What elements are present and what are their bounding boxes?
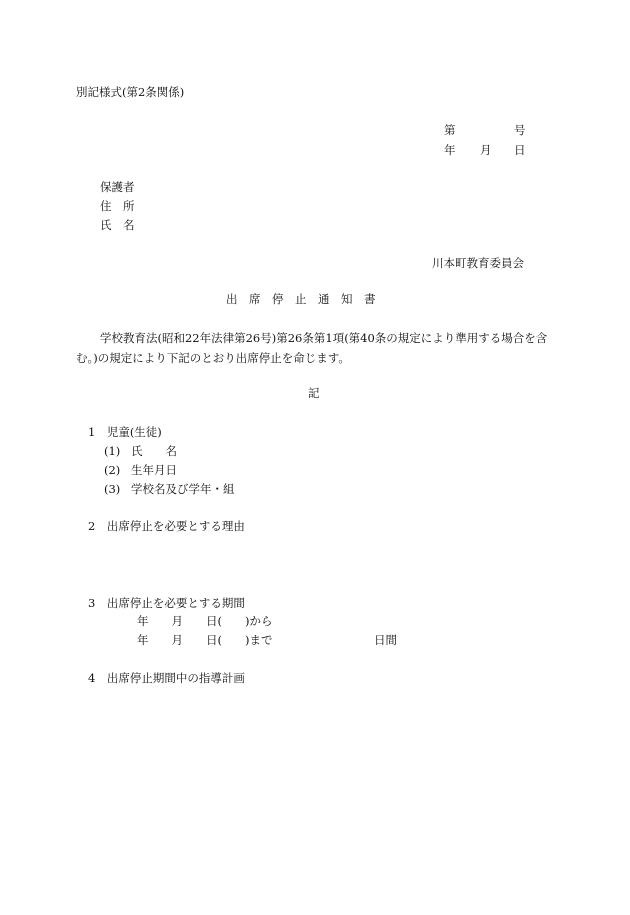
period-days: 日間 (374, 633, 397, 647)
guardian-label: 保護者 (100, 180, 135, 194)
name-label: 氏 名 (100, 218, 135, 232)
issuer: 川本町教育委員会 (432, 256, 524, 270)
item-3-num: (3) (104, 482, 121, 496)
section-1-heading: 1 児童(生徒) (88, 425, 162, 439)
number-suffix: 号 (514, 123, 526, 137)
item-1-text: 氏 名 (131, 444, 177, 458)
section-2-heading: 2 出席停止を必要とする理由 (88, 519, 245, 533)
section-4-heading: 4 出席停止期間中の指導計画 (88, 671, 245, 685)
section-3-heading: 3 出席停止を必要とする期間 (88, 596, 245, 610)
form-label: 別記様式(第2条関係) (76, 85, 185, 99)
item-3-text: 学校名及び学年・組 (131, 482, 235, 496)
period-start: 年 月 日( )から (137, 614, 273, 628)
address-label: 住 所 (100, 199, 135, 213)
item-2-text: 生年月日 (131, 463, 177, 477)
item-2-num: (2) (104, 463, 121, 477)
document-title: 出 席 停 止 通 知 書 (226, 292, 376, 306)
date-month: 月 (480, 143, 492, 157)
period-end: 年 月 日( )まで (137, 633, 273, 647)
date-day: 日 (514, 143, 526, 157)
item-1-num: (1) (104, 444, 121, 458)
number-prefix: 第 (444, 123, 456, 137)
body-text: 学校教育法(昭和22年法律第26号)第26条第1項(第40条の規定により準用する場合を含む。)の規定により下記のとおり出席停止を命じます。 (76, 331, 548, 365)
ki-heading: 記 (308, 386, 320, 400)
date-year: 年 (444, 143, 456, 157)
